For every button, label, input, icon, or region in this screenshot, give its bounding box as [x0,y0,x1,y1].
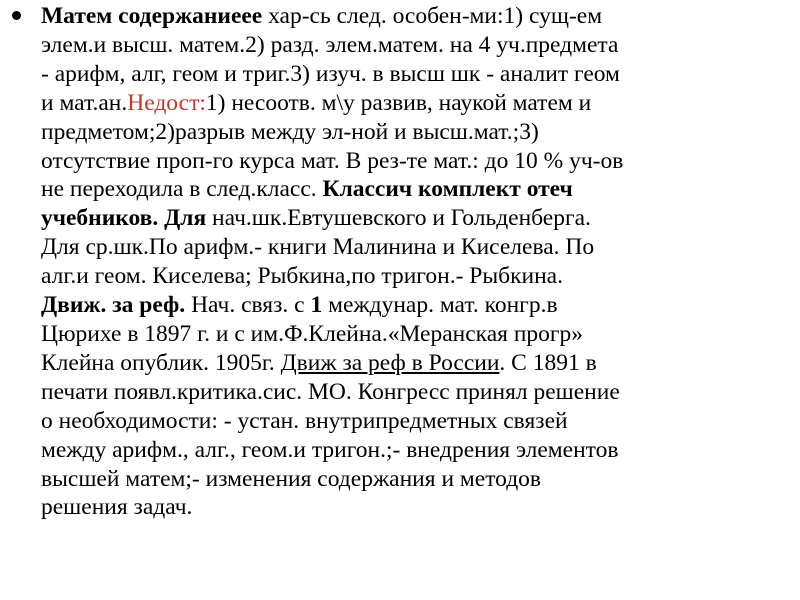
text-line [41,465,791,494]
text-run: хар-сь след. особен-ми:1) сущ-ем [262,3,603,29]
text-run: - арифм, алг, геом и триг.3) изуч. в высш шк - аналит геом [41,60,620,87]
text-run: междунар. мат. конгр.в [322,292,558,319]
text-run: элем.и высш. матем.2) разд. элем.матем. на 4 уч.предмета [41,31,619,58]
text-line [41,60,791,89]
text-line [41,204,791,233]
text-line [41,320,791,349]
text-line [41,175,791,204]
text-run: решения задач. [41,494,193,521]
text-line [41,436,791,465]
text-run: предметом;2)разрыв между эл-ной и высш.мат.;3) [41,118,539,145]
text-run: 1) несоотв. м\у развив, наукой матем и [205,89,592,116]
text-line [41,493,791,522]
text-run: Для ср.шк.По арифм.- книги Малинина и Киселева. По [41,234,595,261]
text-run: нач.шк.Евтушевского и Гольденберга. [206,205,591,232]
text-line [41,31,791,60]
text-run: Цюрихе в 1897 г. и с им.Ф.Клейна.«Меранская прогр» [41,320,584,347]
text-run: Клейна опублик. 1905г. [41,349,281,376]
text-run: . С 1891 в [499,349,597,376]
text-line [41,407,791,436]
text-run: высшей матем;- изменения содержания и методов [41,465,542,492]
text-line [41,262,791,291]
bold-text: Движ. за реф. [41,292,186,319]
text-line [41,233,791,262]
bold-text: Матем содержаниеее [41,3,263,29]
underlined-text: Движ за реф в России [280,349,500,376]
text-run: и мат.ан. [41,89,128,116]
text-run: не переходила в след.класс. [41,176,323,203]
bold-text: учебников. Для [41,205,207,232]
text-run: отсутствие проп-го курса мат. В рез-те мат.: до 10 % уч-ов [41,147,624,174]
text-run: о необходимости: - устан. внутрипредметных связей [41,407,568,434]
bold-text: Классич комплект отеч [322,176,573,203]
bullet-paragraph [41,2,791,522]
bullet-icon [12,11,21,20]
text-run: алг.и геом. Киселева; Рыбкина,по тригон.- Рыбкина. [41,263,563,290]
text-line [41,378,791,407]
highlight-text: Недост: [127,89,206,116]
bold-text: 1 [310,292,323,319]
text-run: между арифм., алг., геом.и тригон.;- внедрения элементов [41,436,619,463]
text-line [41,349,791,378]
text-line [41,291,791,320]
text-line [41,89,791,118]
text-line [41,2,791,31]
text-line [41,147,791,176]
text-run: Нач. связ. с [185,292,311,319]
text-line [41,118,791,147]
text-run: печати появл.критика.сис. МО. Конгресс принял решение [41,378,620,405]
